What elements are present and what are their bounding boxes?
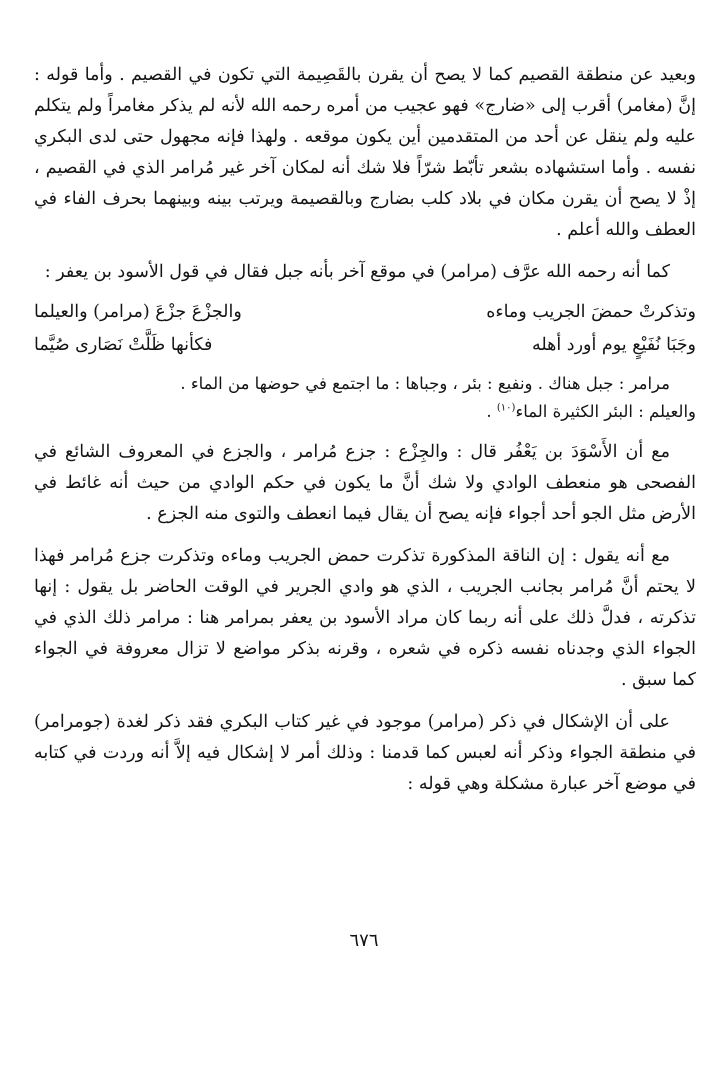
verse-line-2 xyxy=(34,329,696,362)
verse-2-second-hemistich: فكأنها ظَلَّتْ نَصَارى صُيَّما xyxy=(34,335,213,355)
poem-verses xyxy=(34,296,696,362)
paragraph-5: على أن الإشكال في ذكر (مرامر) موجود في غير كتاب البكري فقد ذكر لغدة (جومرامر) في منطقة الجواء وذكر أنه لعبس كما قدمنا : وذلك أمر لا إشكال فيه إلاَّ أنه وردت في كتابه في موضع آخر عبارة مشكلة وهي قوله : xyxy=(34,712,696,794)
glossary-line-2-text: والعيلم : البئر الكثيرة الماء xyxy=(515,402,696,421)
body-text xyxy=(34,60,696,800)
glossary-line-1: مرامر : جبل هناك . ونفيع : بئر ، وجباها : ما اجتمع في حوضها من الماء . xyxy=(180,374,670,393)
verse-glossary xyxy=(34,370,696,426)
paragraph-2: كما أنه رحمه الله عرَّف (مرامر) في موقع آخر بأنه جبل فقال في قول الأسود بن يعفر : xyxy=(44,262,670,282)
verse-line-1 xyxy=(34,296,696,329)
paragraph-4: مع أنه يقول : إن الناقة المذكورة تذكرت حمض الجريب وماءه وتذكرت جزع مُرامر فهذا لا يحتم أنَّ مُرامر بجانب الجريب ، الذي هو وادي الجرير في الوقت الحاضر بل يقول : إنها تذكرته ، فدلَّ ذلك على أنه ربما كان مراد الأسود بن يعفر بمرامر هنا : مرامر ذلك الذي في الجواء الذي وجدناه نفسه ذكره في شعره ، وقرنه بذكر مواضع لا تزال معروفة في الجواء كما سبق . xyxy=(34,546,696,690)
glossary-line-2-end: . xyxy=(486,402,492,421)
verse-1-first-hemistich: وتذكرتْ حمضَ الجريب وماءه xyxy=(486,302,696,322)
footnote-reference: (١٠) xyxy=(496,402,516,414)
verse-1-second-hemistich: والجزْعَ جزْعَ (مرامر) والعيلما xyxy=(34,302,242,322)
glossary-line-2 xyxy=(34,398,696,426)
verse-2-first-hemistich: وجَبَا نُفَيْعٍ يوم أورد أهله xyxy=(531,335,696,355)
paragraph-1: وبعيد عن منطقة القصيم كما لا يصح أن يقرن بالقَصِيمة التي تكون في القصيم . وأما قوله : إنَّ (مغامر) أقرب إلى «ضارج» فهو عجيب من أمره رحمه الله لأنه لم يذكر مغامراً ولم يتكلم عليه ولم ينقل عن أحد من المتقدمين أين يكون موقعه . ولهذا فإنه مجهول حتى لدى البكري نفسه . وأما استشهاده بشعر تأبّط شرّاً فلا شك أنه لمكان آخر غير مُرامر الذي في القصيم ، إذْ لا يصح أن يقرن مكان في بلاد كلب بضارج وبالقصيمة ويرتب بينه وبينهما بحرف الفاء في العطف والله أعلم . xyxy=(34,65,696,240)
paragraph-3: مع أن الأَسْوَدَ بن يَعْفُر قال : والجِزْع : جزع مُرامر ، والجزع في المعروف الشائع في الفصحى هو منعطف الوادي ولا شك أنَّ ما يكون في حكم الوادي من حيث أنه غائط في الأرض مثل الجو أحد أجواء فإنه يصح أن يقال فيما انعطف والتوى منه الجزع . xyxy=(34,442,696,524)
page-number: ٦٧٦ xyxy=(349,930,379,951)
